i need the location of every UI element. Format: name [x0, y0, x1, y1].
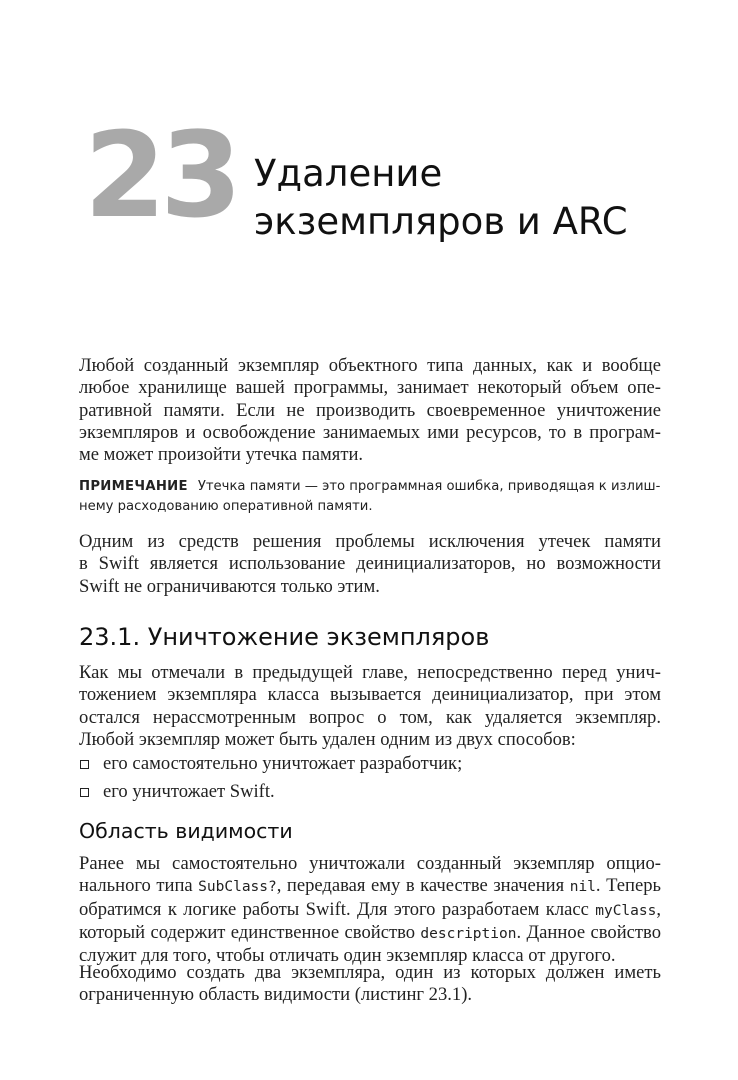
chapter-title [254, 150, 674, 246]
text-line: ограниченную область видимости (листинг 23.1). [79, 984, 473, 1006]
text-run: , передавая ему в качестве значения [276, 875, 570, 897]
list-item-text: его уничтожает Swift. [103, 780, 275, 802]
note-text: Утечка памяти — это программная ошибка, приводящая к излиш- [197, 479, 661, 494]
section-heading: 23.1. Уничтожение экземпляров [79, 623, 490, 651]
inline-code: nil [569, 879, 596, 896]
note-block [79, 477, 661, 517]
list-item [79, 750, 661, 778]
text-line: Необходимо создать два экземпляра, один из которых должен иметь [79, 962, 661, 983]
text-line: Swift не ограничиваются только этим. [79, 575, 380, 597]
text-line: Любой экземпляр может быть удален одним из двух способов: [79, 728, 576, 750]
inline-code: description [420, 925, 517, 942]
paragraph [79, 531, 661, 598]
text-line [79, 875, 661, 898]
chapter-number: 23 [84, 106, 237, 244]
text-line: Ранее мы самостоятельно уничтожали созданный экземпляр опцио- [79, 853, 661, 874]
text-run: нального типа [79, 875, 199, 897]
text-run: . Данное свойство [516, 921, 661, 943]
text-line: тожением экземпляра класса вызывается деинициализатор, при этом [79, 684, 661, 706]
paragraph [79, 962, 661, 1007]
list-item-text: его самостоятельно уничтожает разработчик; [103, 752, 463, 774]
text-line: ративной памяти. Если не производить своевременное уничтожение [79, 399, 661, 421]
bullet-list [79, 750, 661, 806]
text-line: экземпляров и освобождение занимаемых ими ресурсов, то в програм- [79, 421, 661, 443]
inline-code: SubClass? [198, 879, 277, 896]
checkbox-bullet-icon [80, 760, 89, 769]
text-line: любое хранилище вашей программы, занимает некоторый объем опе- [79, 377, 661, 399]
note-label: ПРИМЕЧАНИЕ [79, 479, 188, 494]
list-item [79, 778, 661, 806]
paragraph [79, 853, 661, 967]
chapter-title-line: экземпляров и ARC [254, 200, 628, 243]
text-run: , [656, 898, 661, 920]
inline-code: myClass [595, 902, 657, 919]
text-line [79, 922, 661, 945]
chapter-title-line: Удаление [254, 152, 443, 195]
text-line: в Swift является использование деинициализаторов, но возможности [79, 553, 661, 575]
text-line: ме может произойти утечка памяти. [79, 444, 364, 466]
text-line: Любой созданный экземпляр объектного типа данных, как и вообще [79, 355, 661, 376]
text-run: который содержит единственное свойство [79, 921, 421, 943]
text-run: обратимся к логике работы Swift. Для этого разработаем класс [79, 898, 596, 920]
intro-paragraph [79, 355, 661, 466]
text-line [79, 899, 661, 922]
subsection-heading: Область видимости [79, 819, 293, 843]
text-line: служит для того, чтобы отличать один экземпляр класса от другого. [79, 945, 616, 967]
note-text: нему расходованию оперативной памяти. [79, 499, 373, 514]
text-run: . Теперь [595, 875, 661, 897]
paragraph [79, 662, 661, 751]
checkbox-bullet-icon [80, 788, 89, 797]
text-line: остался нерассмотренным вопрос о том, как удаляется экземпляр. [79, 706, 661, 728]
text-line: Одним из средств решения проблемы исключения утечек памяти [79, 531, 661, 552]
text-line: Как мы отмечали в предыдущей главе, непосредственно перед унич- [79, 662, 661, 683]
